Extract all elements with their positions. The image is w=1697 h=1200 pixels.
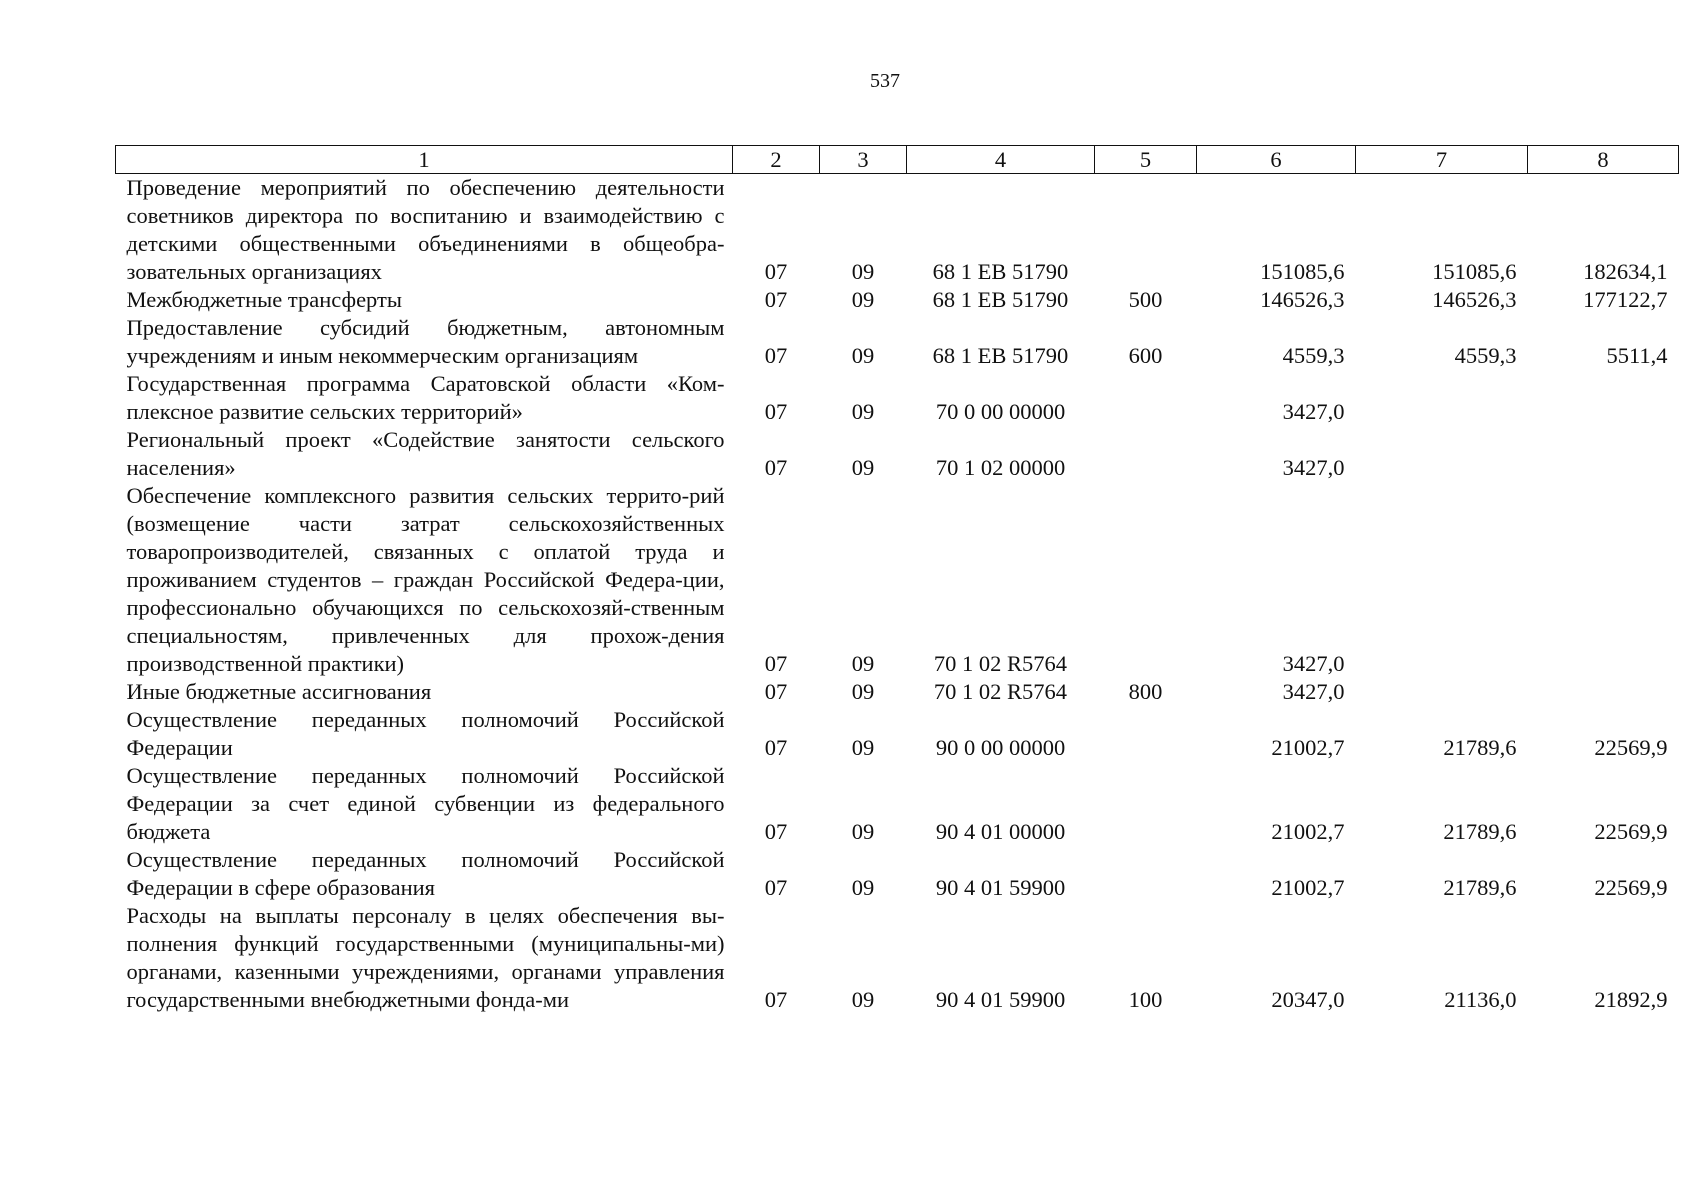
amount-col-6: 151085,6 (1260, 259, 1345, 284)
amount-col-6: 4559,3 (1282, 343, 1345, 368)
target-article-code: 70 1 02 R5764 (933, 651, 1068, 676)
expense-name: Осуществление переданных полномочий Российской Федерации за счет единой субвенции из федерального бюджета (126, 763, 725, 844)
subsection-code: 09 (851, 343, 875, 368)
expense-type-code: 800 (1128, 679, 1163, 704)
subsection-code: 09 (851, 819, 875, 844)
subsection-code: 09 (851, 259, 875, 284)
table-row (116, 846, 1679, 902)
amount-col-7: 4559,3 (1454, 343, 1517, 368)
amount-col-7: 21789,6 (1443, 875, 1517, 900)
target-article-code: 70 1 02 R5764 (933, 679, 1068, 704)
target-article-code: 70 0 00 00000 (935, 399, 1066, 424)
expense-type-code: 600 (1128, 343, 1163, 368)
amount-col-7 (1356, 678, 1528, 706)
column-header: 8 (1528, 146, 1679, 174)
subsection-code: 09 (851, 987, 875, 1012)
section-code: 07 (764, 651, 788, 676)
expense-type-code: 500 (1128, 287, 1163, 312)
section-code: 07 (764, 819, 788, 844)
amount-col-8: 177122,7 (1583, 287, 1668, 312)
column-header: 6 (1197, 146, 1356, 174)
amount-col-6: 3427,0 (1282, 679, 1345, 704)
section-code: 07 (764, 735, 788, 760)
expense-type-code (1095, 846, 1197, 902)
expense-name: Проведение мероприятий по обеспечению деятельности советников директора по воспитанию и взаимодействию с детскими общественными объединениями в общеобра-зовательных организациях (126, 175, 725, 284)
amount-col-8: 22569,9 (1594, 875, 1668, 900)
expense-type-code (1095, 762, 1197, 846)
target-article-code: 70 1 02 00000 (935, 455, 1066, 480)
target-article-code: 90 4 01 59900 (935, 875, 1066, 900)
amount-col-7 (1356, 482, 1528, 678)
target-article-code: 90 0 00 00000 (935, 735, 1066, 760)
expense-type-code: 100 (1128, 987, 1163, 1012)
table-row (116, 482, 1679, 678)
expense-type-code (1095, 174, 1197, 287)
expense-type-code (1095, 706, 1197, 762)
amount-col-8: 182634,1 (1583, 259, 1668, 284)
table-body (116, 174, 1679, 1015)
subsection-code: 09 (851, 399, 875, 424)
amount-col-8 (1528, 482, 1679, 678)
expense-type-code (1095, 482, 1197, 678)
subsection-code: 09 (851, 287, 875, 312)
section-code: 07 (764, 875, 788, 900)
table-row (116, 426, 1679, 482)
section-code: 07 (764, 287, 788, 312)
amount-col-7: 21789,6 (1443, 735, 1517, 760)
expense-name: Предоставление субсидий бюджетным, автономным учреждениям и иным некоммерческим организациям (126, 315, 725, 368)
subsection-code: 09 (851, 679, 875, 704)
amount-col-7 (1356, 370, 1528, 426)
table-row (116, 762, 1679, 846)
table-row (116, 174, 1679, 287)
subsection-code: 09 (851, 651, 875, 676)
subsection-code: 09 (851, 875, 875, 900)
table-row (116, 678, 1679, 706)
table-row (116, 314, 1679, 370)
subsection-code: 09 (851, 735, 875, 760)
table-row (116, 286, 1679, 314)
section-code: 07 (764, 399, 788, 424)
amount-col-6: 3427,0 (1282, 399, 1345, 424)
table-row (116, 706, 1679, 762)
section-code: 07 (764, 987, 788, 1012)
expense-name: Межбюджетные трансферты (126, 287, 402, 312)
column-header: 5 (1095, 146, 1197, 174)
amount-col-7: 21136,0 (1444, 987, 1517, 1012)
expense-name: Расходы на выплаты персоналу в целях обеспечения вы-полнения функций государственными (муниципальны-ми) органами, казенными учреждениями, органами управления государственными внебюджетными фонда-ми (126, 903, 725, 1012)
amount-col-6: 21002,7 (1271, 819, 1345, 844)
expense-name: Осуществление переданных полномочий Российской Федерации в сфере образования (126, 847, 725, 900)
expense-type-code (1095, 370, 1197, 426)
target-article-code: 68 1 EB 51790 (932, 287, 1069, 312)
section-code: 07 (764, 343, 788, 368)
section-code: 07 (764, 455, 788, 480)
expense-type-code (1095, 426, 1197, 482)
amount-col-7 (1356, 426, 1528, 482)
amount-col-6: 20347,0 (1271, 987, 1345, 1012)
amount-col-7: 151085,6 (1432, 259, 1517, 284)
expense-name: Осуществление переданных полномочий Российской Федерации (126, 707, 725, 760)
amount-col-7: 21789,6 (1443, 819, 1517, 844)
amount-col-8 (1528, 370, 1679, 426)
amount-col-6: 3427,0 (1282, 651, 1345, 676)
amount-col-6: 21002,7 (1271, 875, 1345, 900)
target-article-code: 68 1 EB 51790 (932, 259, 1069, 284)
amount-col-8: 5511,4 (1606, 343, 1668, 368)
expense-name: Обеспечение комплексного развития сельских террито-рий (возмещение части затрат сельскохозяйственных товаропроизводителей, связанных с оплатой труда и проживанием студентов – граждан Российской Федера-ции, профессионально обучающихся по сельскохозяй-ственным специальностям, привлеченных для прохож-дения производственной практики) (126, 483, 725, 676)
amount-col-6: 3427,0 (1282, 455, 1345, 480)
amount-col-6: 146526,3 (1260, 287, 1345, 312)
table-row (116, 902, 1679, 1014)
amount-col-8: 21892,9 (1594, 987, 1668, 1012)
amount-col-8: 22569,9 (1594, 735, 1668, 760)
column-header: 1 (116, 146, 733, 174)
section-code: 07 (764, 679, 788, 704)
section-code: 07 (764, 259, 788, 284)
page-number: 537 (870, 70, 900, 92)
amount-col-7: 146526,3 (1432, 287, 1517, 312)
expense-name: Региональный проект «Содействие занятости сельского населения» (126, 427, 725, 480)
budget-table (115, 145, 1679, 1014)
target-article-code: 68 1 EB 51790 (932, 343, 1069, 368)
expense-name: Государственная программа Саратовской области «Ком-плексное развитие сельских территорий» (126, 371, 725, 424)
column-header: 3 (820, 146, 907, 174)
header-row (116, 146, 1679, 174)
column-header: 7 (1356, 146, 1528, 174)
expense-name: Иные бюджетные ассигнования (126, 679, 432, 704)
table-row (116, 370, 1679, 426)
amount-col-8: 22569,9 (1594, 819, 1668, 844)
amount-col-8 (1528, 678, 1679, 706)
target-article-code: 90 4 01 59900 (935, 987, 1066, 1012)
subsection-code: 09 (851, 455, 875, 480)
amount-col-8 (1528, 426, 1679, 482)
amount-col-6: 21002,7 (1271, 735, 1345, 760)
column-header: 4 (907, 146, 1095, 174)
target-article-code: 90 4 01 00000 (935, 819, 1066, 844)
column-header: 2 (733, 146, 820, 174)
